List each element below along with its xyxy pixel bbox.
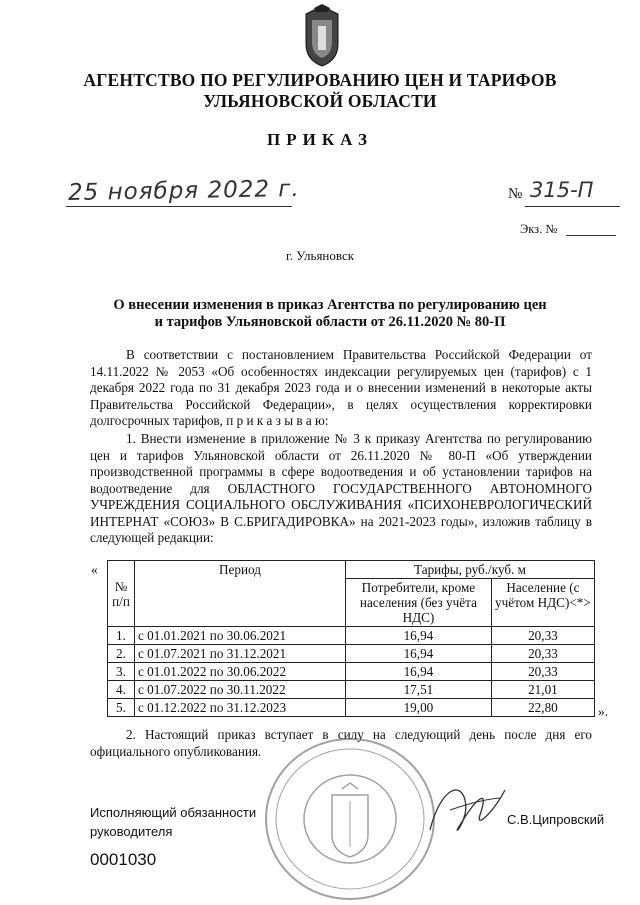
row-population-tariff: 21,01 (491, 681, 594, 699)
row-consumers-tariff: 16,94 (346, 663, 492, 681)
signatory-role-line1: Исполняющий обязанности (90, 805, 257, 820)
row-consumers-tariff: 16,94 (346, 645, 492, 663)
document-date: 25 ноября 2022 г. (67, 175, 300, 207)
row-period: с 01.12.2022 по 31.12.2023 (135, 699, 346, 717)
row-consumers-tariff: 17,51 (346, 681, 492, 699)
signatory-role (90, 803, 256, 841)
body-paragraph-3: 2. Настоящий приказ вступает в силу на следующий день после дня его официального опубликования. (90, 727, 592, 759)
row-period: с 01.01.2022 по 30.06.2022 (135, 663, 346, 681)
table-header-row (108, 561, 595, 579)
tariff-table (107, 560, 595, 717)
row-consumers-tariff: 16,94 (346, 627, 492, 645)
row-population-tariff: 20,33 (491, 645, 594, 663)
row-num: 5. (108, 699, 135, 717)
row-period: с 01.01.2021 по 30.06.2021 (135, 627, 346, 645)
table-row (108, 627, 595, 645)
coat-of-arms-emblem (300, 4, 344, 68)
official-seal-stamp (262, 735, 438, 903)
header-num: № п/п (108, 561, 135, 627)
row-population-tariff: 20,33 (491, 663, 594, 681)
row-period: с 01.07.2022 по 30.11.2022 (135, 681, 346, 699)
table-row (108, 645, 595, 663)
number-label: № (508, 186, 523, 202)
row-num: 2. (108, 645, 135, 663)
table-quote-close: ». (598, 704, 609, 719)
table-row (108, 681, 595, 699)
table-quote-open: « (91, 562, 98, 577)
body-paragraph-2: 1. Внести изменение в приложение № 3 к приказу Агентства по регулированию цен и тарифов Ульяновской области от 26.11.2020 № 80-П «Об утверждении производственной программы в сфере водоотведения и об установлении тарифов на водоотведение для ОБЛАСТНОГО ГОСУДАРСТВЕННОГО АВТОНОМНОГО УЧРЕЖДЕНИЯ СОЦИАЛЬНОГО ОБСЛУЖИВАНИЯ «ПСИХОНЕВРОЛОГИЧЕСКИЙ ИНТЕРНАТ «СОЮЗ» В С.БРИГАДИРОВКА» на 2021-2023 годы», изложив таблицу в следующей редакции: (90, 431, 592, 545)
row-population-tariff: 20,33 (491, 627, 594, 645)
table-row (108, 663, 595, 681)
row-num: 3. (108, 663, 135, 681)
agency-name-line2: УЛЬЯНОВСКОЙ ОБЛАСТИ (203, 91, 437, 111)
row-population-tariff: 22,80 (491, 699, 594, 717)
document-type: ПРИКАЗ (267, 130, 373, 149)
copy-number-label: Экз. № (520, 222, 558, 236)
date-underline (66, 206, 292, 207)
number-underline (525, 206, 620, 207)
subject-line2: и тарифов Ульяновской области от 26.11.2020 № 80-П (154, 314, 506, 330)
body-paragraph-1: В соответствии с постановлением Правительства Российской Федерации от 14.11.2022 № 2053 «Об особенностях индексации регулируемых цен (тарифов) с 1 декабря 2022 года по 31 декабря 2023 года и о внесении изменений в некоторые акты Правительства Российской Федерации», в целях осуществления корректировки долгосрочных тарифов, п р и к а з ы в а ю: (90, 347, 592, 428)
header-population: Население (с учётом НДС)<*> (491, 579, 594, 627)
row-consumers-tariff: 19,00 (346, 699, 492, 717)
row-period: с 01.07.2021 по 31.12.2021 (135, 645, 346, 663)
copy-number-underline (566, 235, 616, 236)
signatory-role-line2: руководителя (90, 824, 173, 839)
table-row (108, 699, 595, 717)
subject-line1: О внесении изменения в приказ Агентства по регулированию цен (113, 297, 547, 313)
document-subject (80, 297, 580, 331)
handwritten-signature (420, 770, 510, 850)
header-consumers: Потребители, кроме населения (без учёта НДС) (346, 579, 492, 627)
header-tariffs: Тарифы, руб./куб. м (346, 561, 595, 579)
agency-name-line1: АГЕНТСТВО ПО РЕГУЛИРОВАНИЮ ЦЕН И ТАРИФОВ (83, 70, 557, 90)
agency-name (0, 70, 640, 112)
row-num: 4. (108, 681, 135, 699)
city: г. Ульяновск (285, 248, 355, 263)
header-period: Период (135, 561, 346, 627)
row-num: 1. (108, 627, 135, 645)
document-number: 315-П (530, 178, 594, 202)
signatory-name: С.В.Ципровский (507, 812, 605, 827)
registration-number: 0001030 (90, 850, 157, 869)
